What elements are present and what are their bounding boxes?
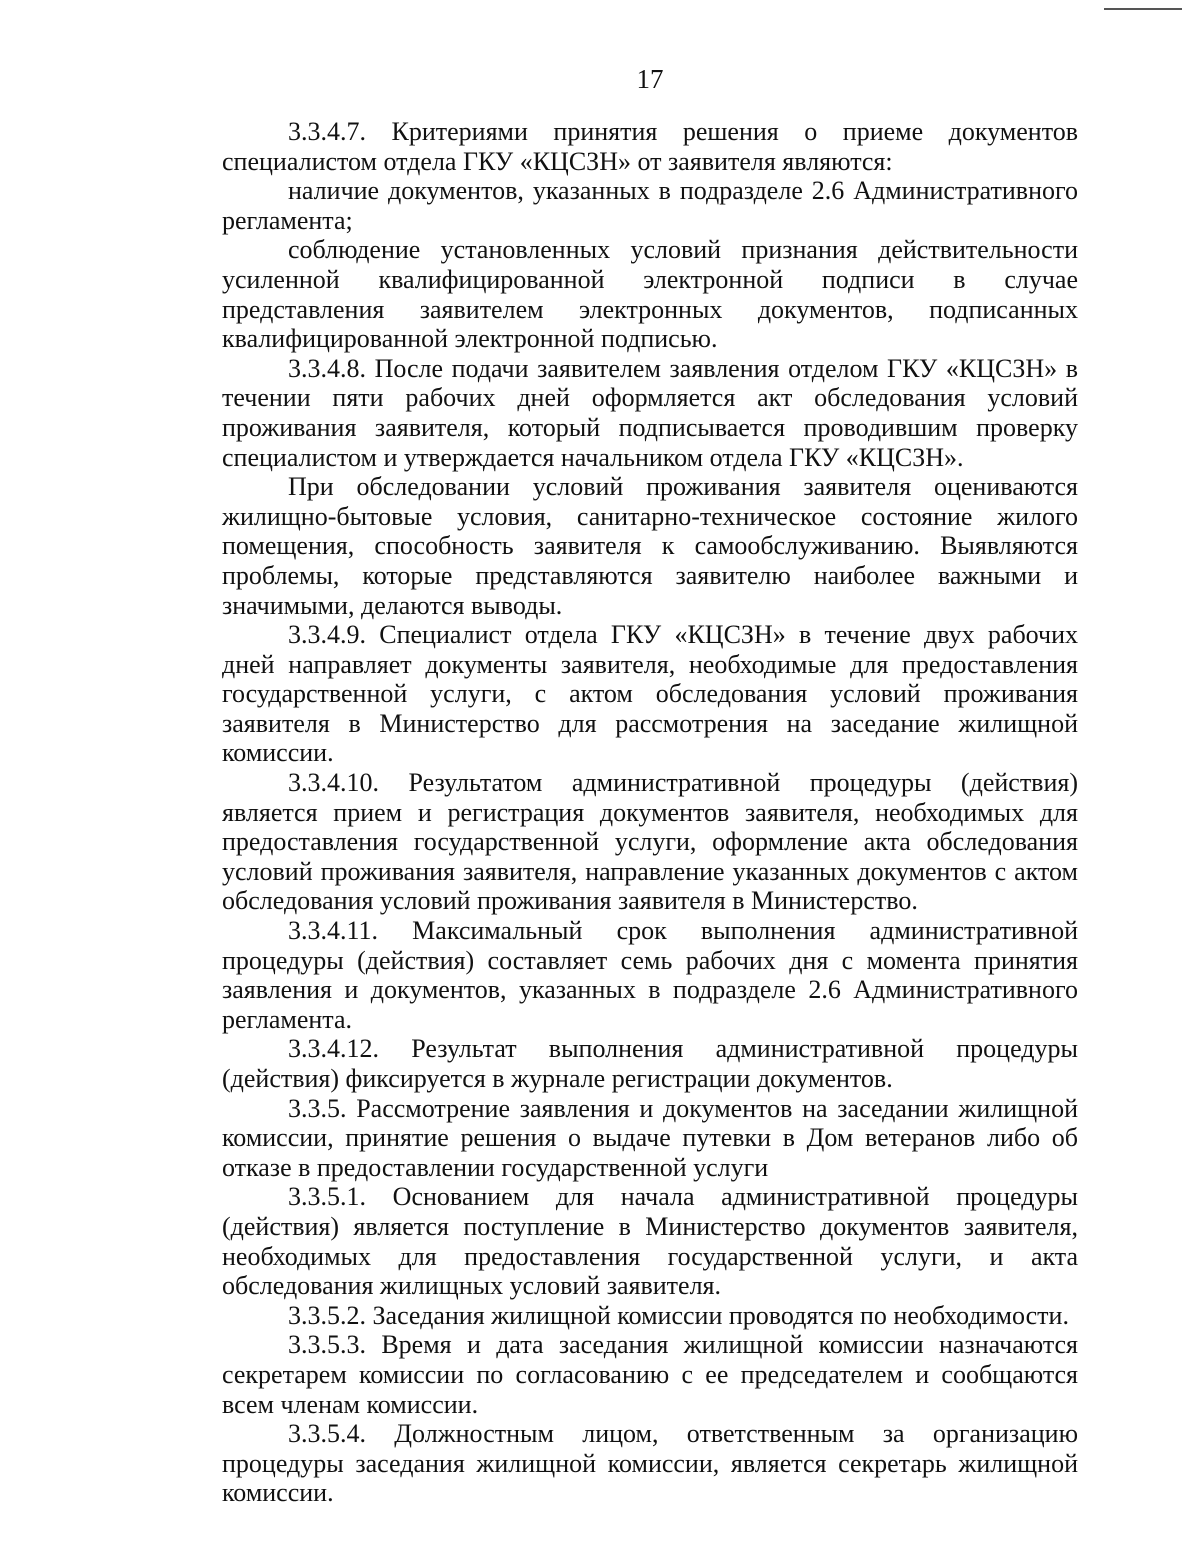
paragraph-3-3-4-8: 3.3.4.8. После подачи заявителем заявления отделом ГКУ «КЦСЗН» в течении пяти рабочих дней оформляется акт обследования условий проживания заявителя, который подписывается проводившим проверку специалистом и утверждается начальником отдела ГКУ «КЦСЗН».	[222, 353, 1078, 472]
paragraph-3-3-5-2: 3.3.5.2. Заседания жилищной комиссии проводятся по необходимости.	[288, 1300, 1069, 1330]
paragraph-3-3-4-10: 3.3.4.10. Результатом административной процедуры (действия) является прием и регистрация документов заявителя, необходимых для предоставления государственной услуги, оформление акта обследования условий проживания заявителя, направление указанных документов с актом обследования условий проживания заявителя в Министерство.	[222, 768, 1078, 916]
document-body	[222, 117, 1078, 1508]
paragraph-3-3-4-11: 3.3.4.11. Максимальный срок выполнения административной процедуры (действия) составляет семь рабочих дня с момента принятия заявления и документов, указанных в подразделе 2.6 Административного регламента.	[222, 916, 1078, 1034]
paragraph-3-3-5-3: 3.3.5.3. Время и дата заседания жилищной комиссии назначаются секретарем комиссии по согласованию с ее председателем и сообщаются всем членам комиссии.	[222, 1330, 1078, 1419]
corner-scan-mark	[1104, 8, 1182, 10]
paragraph-3-3-4-9: 3.3.4.9. Специалист отдела ГКУ «КЦСЗН» в течение двух рабочих дней направляет документы заявителя, необходимые для предоставления государственной услуги, с актом обследования условий проживания заявителя в Министерство для рассмотрения на заседание жилищной комиссии.	[222, 620, 1078, 768]
paragraph-criteria-signature: соблюдение установленных условий признания действительности усиленной квалифицированной электронной подписи в случае представления заявителем электронных документов, подписанных квалифицированной электронной подписью.	[222, 235, 1078, 354]
paragraph-criteria-documents: наличие документов, указанных в подразделе 2.6 Административного регламента;	[222, 176, 1078, 235]
paragraph-3-3-4-7: 3.3.4.7. Критериями принятия решения о приеме документов специалистом отдела ГКУ «КЦСЗН» от заявителя являются:	[222, 117, 1078, 176]
page-number: 17	[636, 64, 664, 94]
paragraph-3-3-5-1: 3.3.5.1. Основанием для начала административной процедуры (действия) является поступление в Министерство документов заявителя, необходимых для предоставления государственной услуги, и акта обследования жилищных условий заявителя.	[222, 1182, 1078, 1301]
paragraph-3-3-4-12: 3.3.4.12. Результат выполнения административной процедуры (действия) фиксируется в журнале регистрации документов.	[222, 1034, 1078, 1093]
paragraph-3-3-5: 3.3.5. Рассмотрение заявления и документов на заседании жилищной комиссии, принятие решения о выдаче путевки в Дом ветеранов либо об отказе в предоставлении государственной услуги	[222, 1093, 1078, 1182]
paragraph-inspection: При обследовании условий проживания заявителя оцениваются жилищно-бытовые условия, санитарно-техническое состояние жилого помещения, способность заявителя к самообслуживанию. Выявляются проблемы, которые представляются заявителю наиболее важными и значимыми, делаются выводы.	[222, 472, 1078, 620]
paragraph-3-3-5-4: 3.3.5.4. Должностным лицом, ответственным за организацию процедуры заседания жилищной комиссии, является секретарь жилищной комиссии.	[222, 1419, 1078, 1508]
